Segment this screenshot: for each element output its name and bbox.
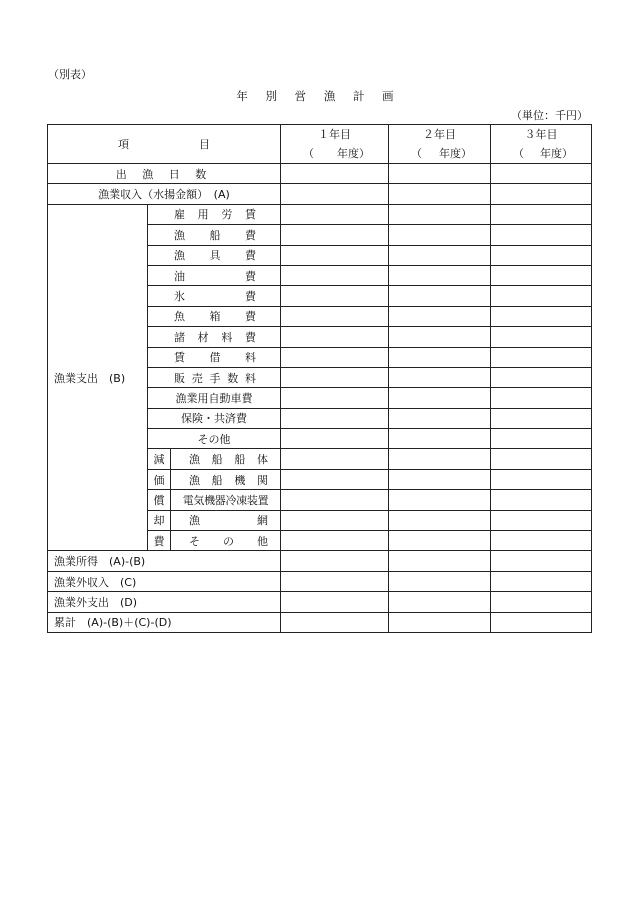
depreciation-char: 償 [148,490,171,510]
expense-label: その他 [197,432,231,446]
depreciation-item [171,531,281,551]
label-char: 数 [227,371,239,385]
expense-year2-cell[interactable] [389,286,491,306]
label-char: 料 [245,371,256,385]
label-char: 漁 [189,514,200,528]
year-label: １年目 [318,128,351,141]
label-char: 氷 [174,290,185,304]
label-char: 料 [245,351,256,365]
expense-year3-cell[interactable] [491,429,592,449]
label-char: 機 [234,473,246,487]
fishing-days-year2-cell[interactable] [389,164,491,184]
cumulative-year1-cell[interactable] [281,612,389,632]
depreciation-year1-cell[interactable] [281,449,389,469]
fiscal-year-label: 年度） [439,147,472,160]
fiscal-year-label: 年度） [337,147,370,160]
expense-year2-cell[interactable] [389,347,491,367]
label-char: 油 [174,269,185,283]
year-label: ２年目 [423,128,456,141]
cumulative-label: 累計 (A)-(B)＋(C)-(D) [48,612,281,632]
year-paren-open: （ [411,147,422,160]
non-fishing-income-row [48,571,592,591]
expense-year1-cell[interactable] [281,347,389,367]
depreciation-year2-cell[interactable] [389,469,491,489]
fiscal-year-label: 年度） [540,147,573,160]
depreciation-year3-cell[interactable] [491,531,592,551]
expense-year1-cell[interactable] [281,245,389,265]
fishing-profit-label: 漁業所得 (A)-(B) [48,551,281,571]
document-title: 年 別 営 漁 計 画 [236,89,401,103]
depreciation-year3-cell[interactable] [491,449,592,469]
expense-year1-cell[interactable] [281,429,389,449]
expense-item [148,225,281,245]
label-char: 材 [197,330,209,344]
label-char: 箱 [209,310,221,324]
expense-label: 保険・共済費 [181,412,247,426]
expense-item [148,286,281,306]
label-char: 費 [244,330,256,344]
expense-year2-cell[interactable] [389,306,491,326]
depreciation-year1-cell[interactable] [281,531,389,551]
year-paren-open: （ [513,147,524,160]
expense-year3-cell[interactable] [491,388,592,408]
fishing-days-year1-cell[interactable] [281,164,389,184]
label-char: 船 [234,453,246,467]
label-char: 費 [245,228,256,242]
fishing-profit-year2-cell[interactable] [389,551,491,571]
item-header-char: 項 [118,138,129,151]
depreciation-year2-cell[interactable] [389,490,491,510]
depreciation-year3-cell[interactable] [491,490,592,510]
label-char: 用 [197,208,209,222]
fishing-expenditure-label: 漁業支出 (B) [48,204,148,551]
expense-label: 漁業用自動車費 [175,391,253,405]
fishing-days-year3-cell[interactable] [491,164,592,184]
non-fishing-expense-row [48,592,592,612]
depreciation-char: 却 [148,510,171,530]
fishing-income-year2-cell[interactable] [389,184,491,204]
fishing-profit-row [48,551,592,571]
expense-year3-cell[interactable] [491,327,592,347]
depreciation-item [171,490,281,510]
fishing-profit-year3-cell[interactable] [491,551,592,571]
expense-year2-cell[interactable] [389,429,491,449]
expense-item [148,388,281,408]
label-char: 費 [245,290,256,304]
expense-year2-cell[interactable] [389,204,491,224]
fishing-days-row [48,164,592,184]
label-char: 船 [211,453,223,467]
expense-item [148,245,281,265]
label-char: 賃 [244,208,256,222]
expense-year2-cell[interactable] [389,265,491,285]
unit-label: （単位：千円） [511,109,588,122]
expense-year3-cell[interactable] [491,306,592,326]
depreciation-item [171,469,281,489]
expense-year2-cell[interactable] [389,245,491,265]
label-char: 漁 [174,228,185,242]
fishing-days-label: 出 漁 日 数 [48,164,281,184]
expense-year1-cell[interactable] [281,367,389,387]
label-char: 網 [257,514,268,528]
expense-item [148,347,281,367]
expense-item [148,367,281,387]
year-header-3 [491,125,592,164]
non-fishing-expense-year1-cell[interactable] [281,592,389,612]
depreciation-char: 価 [148,469,171,489]
non-fishing-expense-year2-cell[interactable] [389,592,491,612]
expense-year3-cell[interactable] [491,408,592,428]
expense-year1-cell[interactable] [281,327,389,347]
expense-year1-cell[interactable] [281,286,389,306]
label-char: 費 [245,310,256,324]
depreciation-year3-cell[interactable] [491,469,592,489]
non-fishing-income-year1-cell[interactable] [281,571,389,591]
expense-year2-cell[interactable] [389,225,491,245]
label-char: 費 [245,269,256,283]
label-char: 体 [256,453,268,467]
expense-item [148,429,281,449]
expense-year1-cell[interactable] [281,408,389,428]
label-char: 料 [221,330,233,344]
expense-year2-cell[interactable] [389,367,491,387]
fishing-income-row [48,184,592,204]
depreciation-char: 費 [148,531,171,551]
year-paren-open: （ [303,147,314,160]
label-char: 他 [257,534,268,548]
fishing-income-year1-cell[interactable] [281,184,389,204]
fishing-income-year3-cell[interactable] [491,184,592,204]
label-char: 漁 [189,473,200,487]
annual-fishing-plan-table [47,124,592,633]
label-char: 具 [209,249,221,263]
depreciation-item [171,510,281,530]
cumulative-year3-cell[interactable] [491,612,592,632]
cumulative-row [48,612,592,632]
item-header-char: 目 [199,138,210,151]
year-label: ３年目 [524,128,558,141]
depreciation-char: 減 [148,449,171,469]
expense-item [148,265,281,285]
label-char: 販 [174,371,185,385]
depreciation-year1-cell[interactable] [281,510,389,530]
depreciation-year2-cell[interactable] [389,531,491,551]
expense-year3-cell[interactable] [491,286,592,306]
expense-year2-cell[interactable] [389,327,491,347]
label-char: 売 [191,371,203,385]
expense-year3-cell[interactable] [491,367,592,387]
label-char: 船 [209,228,221,242]
header-row [48,125,592,164]
expense-year3-cell[interactable] [491,265,592,285]
cumulative-year2-cell[interactable] [389,612,491,632]
year-header-1 [281,125,389,164]
depreciation-year2-cell[interactable] [389,449,491,469]
annex-label: （別表） [48,68,92,81]
depreciation-year1-cell[interactable] [281,469,389,489]
label-char: 諸 [174,330,185,344]
non-fishing-income-year2-cell[interactable] [389,571,491,591]
label-char: そ [189,534,200,548]
expense-year1-cell[interactable] [281,225,389,245]
expense-year3-cell[interactable] [491,204,592,224]
fishing-income-label: 漁業収入（水揚金額） (A) [48,184,281,204]
label-char: 労 [221,208,233,222]
expense-year1-cell[interactable] [281,204,389,224]
expense-year3-cell[interactable] [491,225,592,245]
expense-item [148,306,281,326]
label-char: 借 [209,351,221,365]
depreciation-year1-cell[interactable] [281,490,389,510]
label-char: 漁 [174,249,185,263]
label-char: 賃 [174,351,185,365]
item-header [48,125,281,164]
fishing-profit-year1-cell[interactable] [281,551,389,571]
expense-year1-cell[interactable] [281,388,389,408]
label-char: 関 [256,473,268,487]
label-char: 魚 [174,310,185,324]
expense-year1-cell[interactable] [281,265,389,285]
expense-year2-cell[interactable] [389,388,491,408]
label-char: 手 [209,371,221,385]
expense-year3-cell[interactable] [491,245,592,265]
non-fishing-income-year3-cell[interactable] [491,571,592,591]
label-char: の [223,534,234,548]
expense-year2-cell[interactable] [389,408,491,428]
depreciation-item [171,449,281,469]
non-fishing-expense-label: 漁業外支出 (D) [48,592,281,612]
expense-item [148,327,281,347]
non-fishing-income-label: 漁業外収入 (C) [48,571,281,591]
depreciation-year3-cell[interactable] [491,510,592,530]
label-char: 船 [211,473,223,487]
label-char: 雇 [174,208,185,222]
expense-row [48,204,592,224]
expense-item [148,408,281,428]
year-header-2 [389,125,491,164]
expense-year3-cell[interactable] [491,347,592,367]
label-char: 漁 [189,453,200,467]
depreciation-year2-cell[interactable] [389,510,491,530]
non-fishing-expense-year3-cell[interactable] [491,592,592,612]
depreciation-label: 電気機器冷凍装置 [182,493,269,507]
expense-item [148,204,281,224]
expense-year1-cell[interactable] [281,306,389,326]
label-char: 費 [245,249,256,263]
